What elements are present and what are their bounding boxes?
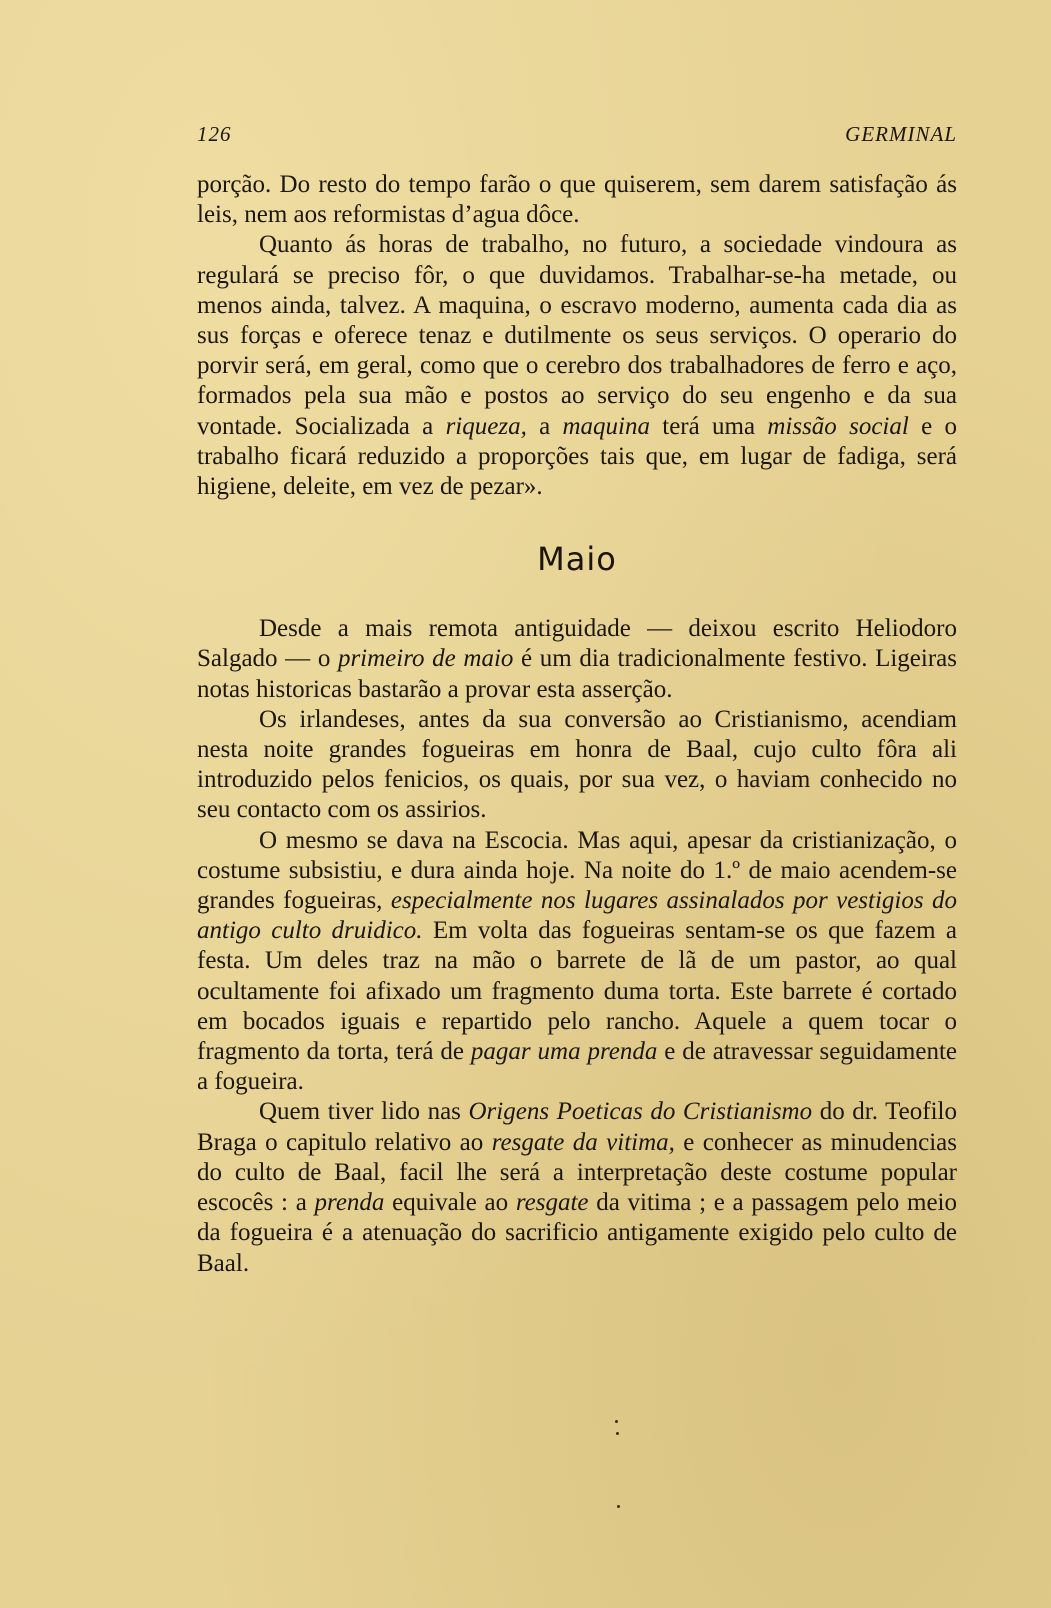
- italic-run: especialmente nos lugares assinalados por vestigios do antigo culto druidico.: [197, 887, 958, 945]
- italic-run: prenda: [314, 1189, 385, 1217]
- italic-run: resgate: [515, 1189, 589, 1217]
- running-head: GERMINAL: [845, 122, 957, 146]
- text-run: Quanto ás horas de trabalho, no futuro, a sociedade vindoura as regulará se preciso fôr, o que duvidamos. Trabalhar-se-ha metade, ou menos ainda, talvez. A maquina, o escravo moderno, aumenta cada dia as sus forças e oferece tenaz e dutilmente os seus serviços. O operario do porvir será, em geral, como que o cerebro dos trabalhadores de ferro e aço, formados pela sua mão e postos ao serviço do seu engenho e da sua vontade. Socializada a: [197, 231, 957, 440]
- text-run: a: [526, 412, 563, 440]
- text-run: do dr. Teofilo Braga o capitulo relativo ao: [197, 1098, 957, 1156]
- text-run: equivale ao: [384, 1189, 516, 1217]
- paper-specks: [614, 1420, 620, 1510]
- text-run: é um dia tradicionalmente festivo. Ligeiras notas historicas bastarão a provar esta asserção.: [197, 645, 957, 703]
- italic-run: primeiro de maio: [337, 645, 514, 673]
- paragraph: [197, 230, 957, 502]
- text-run: da vitima ; e a passagem pelo meio da fogueira é a atenuação do sacrificio antigamente exigido pelo culto de Baal.: [197, 1189, 957, 1277]
- italic-run: Origens Poeticas do Cristianismo: [468, 1098, 813, 1126]
- section-title: Maio: [537, 540, 617, 579]
- text-run: e o trabalho ficará reduzido a proporções tais que, em lugar de fadiga, será higiene, deleite, em vez de pezar».: [197, 412, 957, 501]
- book-page: [197, 122, 957, 1582]
- paragraph: [197, 614, 957, 705]
- text-run: Quem tiver lido nas: [259, 1098, 469, 1126]
- paragraph: [197, 1097, 957, 1278]
- text-run: porção. Do resto do tempo farão o que quiserem, sem darem satisfação ás leis, nem aos reformistas d’agua dôce.: [197, 171, 957, 229]
- paragraph: [197, 170, 957, 230]
- paragraph: [197, 826, 957, 1098]
- text-run: Desde a mais remota antiguidade — deixou escrito Heliodoro Salgado — o: [197, 615, 957, 673]
- text-run: Os irlandeses, antes da sua conversão ao Cristianismo, acendiam nesta noite grandes fogueiras em honra de Baal, cujo culto fôra ali introduzido pelos fenicios, os quais, por sua vez, o haviam conhecido no seu contacto com os assirios.: [197, 705, 957, 824]
- text-run: Em volta das fogueiras sentam-se os que fazem a festa. Um deles traz na mão o barrete de lã de um pastor, ao qual ocultamente foi afixado um fragmento duma torta. Este barrete é cortado em bocados iguais e repartido pelo rancho. Aquele a quem tocar o fragmento da torta, terá de: [197, 917, 957, 1066]
- text-run: e conhecer as minudencias do culto de Baal, facil lhe será a interpretação deste costume popular escocês : a: [197, 1128, 957, 1217]
- italic-run: missão social: [767, 412, 909, 440]
- italic-run: resgate da vitima,: [491, 1128, 675, 1156]
- text-run: O mesmo se dava na Escocia. Mas aqui, apesar da cristianização, o costume subsistiu, e dura ainda hoje. Na noite do 1.º de maio acendem-se grandes fogueiras,: [197, 826, 957, 915]
- paragraph: [197, 705, 957, 826]
- page-number: 126: [197, 122, 232, 146]
- text-run: terá uma: [649, 412, 768, 440]
- italic-run: pagar uma prenda: [470, 1038, 658, 1066]
- italic-run: maquina: [562, 412, 650, 440]
- text-run: e de atravessar seguidamente a fogueira.: [197, 1038, 958, 1096]
- italic-run: riqueza,: [445, 412, 527, 440]
- page-header: [197, 122, 957, 160]
